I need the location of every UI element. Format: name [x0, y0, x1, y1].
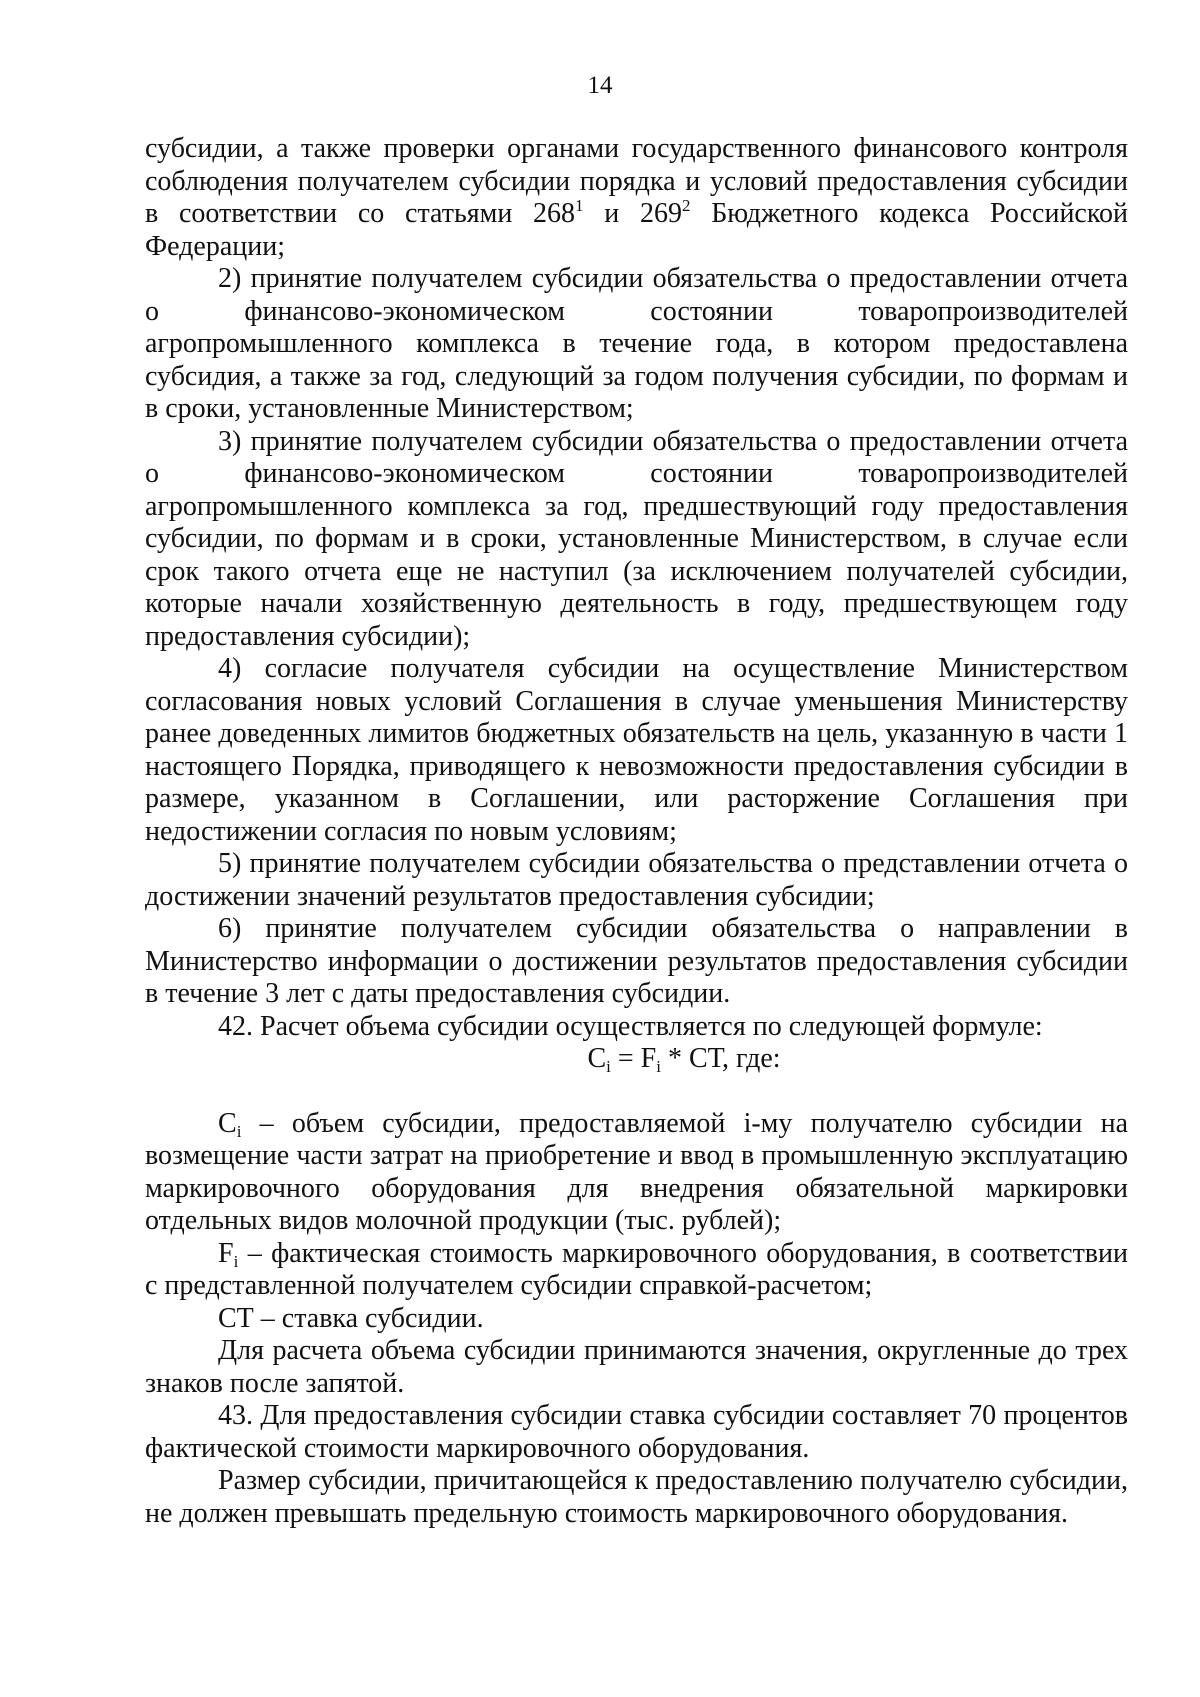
definition-f: [145, 1238, 1128, 1303]
paragraph-subsidy-size: Размер субсидии, причитающейся к предоставлению получателю субсидии, не должен превышать предельную стоимость маркировочного оборудования.: [145, 1465, 1128, 1529]
paragraph-item-4: 4) согласие получателя субсидии на осуществление Министерством согласования новых условий Соглашения в случае уменьшения Министерству ранее доведенных лимитов бюджетных обязательств на цель, указанную в части 1 настоящего Порядка, приводящего к невозможности предоставления субсидии в размере, указанном в Соглашении, или расторжение Соглашения при недостижении согласия по новым условиям;: [145, 653, 1128, 847]
definition-f-subscript: i: [233, 1251, 239, 1271]
definition-ct: СТ – ставка субсидии.: [218, 1302, 484, 1334]
definition-c: [145, 1108, 1128, 1238]
formula-c: C: [587, 1043, 607, 1074]
intro-text-1: субсидии, а также проверки органами государственного финансового контроля соблюдения получателем субсидии порядка и условий предоставления субсидии в соответствии со статьями 268: [145, 133, 1128, 229]
formula-f-subscript: i: [656, 1057, 661, 1076]
definition-c-subscript: i: [236, 1121, 242, 1141]
paragraph-intro: [145, 133, 1128, 263]
intro-text-2: и 269: [583, 198, 682, 229]
formula: [145, 1043, 1128, 1076]
paragraph-42: 42. Расчет объема субсидии осуществляется по следующей формуле:: [218, 1010, 1043, 1042]
paragraph-item-5: 5) принятие получателем субсидии обязательства о представлении отчета о достижении значений результатов предоставления субсидии;: [145, 848, 1128, 912]
definition-f-text: – фактическая стоимость маркировочного оборудования, в соответствии с представленной получателем субсидии справкой-расчетом;: [145, 1237, 1128, 1301]
intro-text-3: Бюджетного кодекса Российской Федерации;: [145, 198, 1129, 262]
paragraph-item-3: 3) принятие получателем субсидии обязательства о предоставлении отчета о финансово-экономическом состоянии товаропроизводителей агропромышленного комплекса за год, предшествующий году предоставления субсидии, по формам и в сроки, установленные Министерством, в случае если срок такого отчета еще не наступил (за исключением получателей субсидии, которые начали хозяйственную деятельность в году, предшествующем году предоставления субсидии);: [145, 425, 1128, 652]
definition-f-symbol: F: [218, 1237, 234, 1269]
superscript-2: 2: [681, 196, 691, 215]
definition-c-symbol: C: [218, 1107, 237, 1139]
document-body: [145, 133, 1128, 1530]
paragraph-rounding: Для расчета объема субсидии принимаются значения, округленные до трех знаков после запятой.: [145, 1335, 1128, 1399]
paragraph-item-2: 2) принятие получателем субсидии обязательства о предоставлении отчета о финансово-экономическом состоянии товаропроизводителей агропромышленного комплекса в течение года, в котором предоставлена субсидия, а также за год, следующий за годом получения субсидии, по формам и в сроки, установленные Министерством;: [145, 263, 1128, 424]
formula-rest: * СТ, где:: [661, 1043, 781, 1074]
definition-c-text: – объем субсидии, предоставляемой i-му получателю субсидии на возмещение части затрат на приобретение и ввод в промышленную эксплуатацию маркировочного оборудования для внедрения обязательной маркировки отдельных видов молочной продукции (тыс. рублей);: [145, 1107, 1128, 1236]
page-number: 14: [587, 72, 613, 99]
formula-eq: = F: [610, 1043, 657, 1074]
paragraph-43: 43. Для предоставления субсидии ставка субсидии составляет 70 процентов фактической стоимости маркировочного оборудования.: [145, 1400, 1128, 1464]
superscript-1: 1: [575, 196, 584, 215]
paragraph-item-6: 6) принятие получателем субсидии обязательства о направлении в Министерство информации о достижении результатов предоставления субсидии в течение 3 лет с даты предоставления субсидии.: [145, 913, 1128, 1009]
formula-c-subscript: i: [606, 1057, 611, 1076]
